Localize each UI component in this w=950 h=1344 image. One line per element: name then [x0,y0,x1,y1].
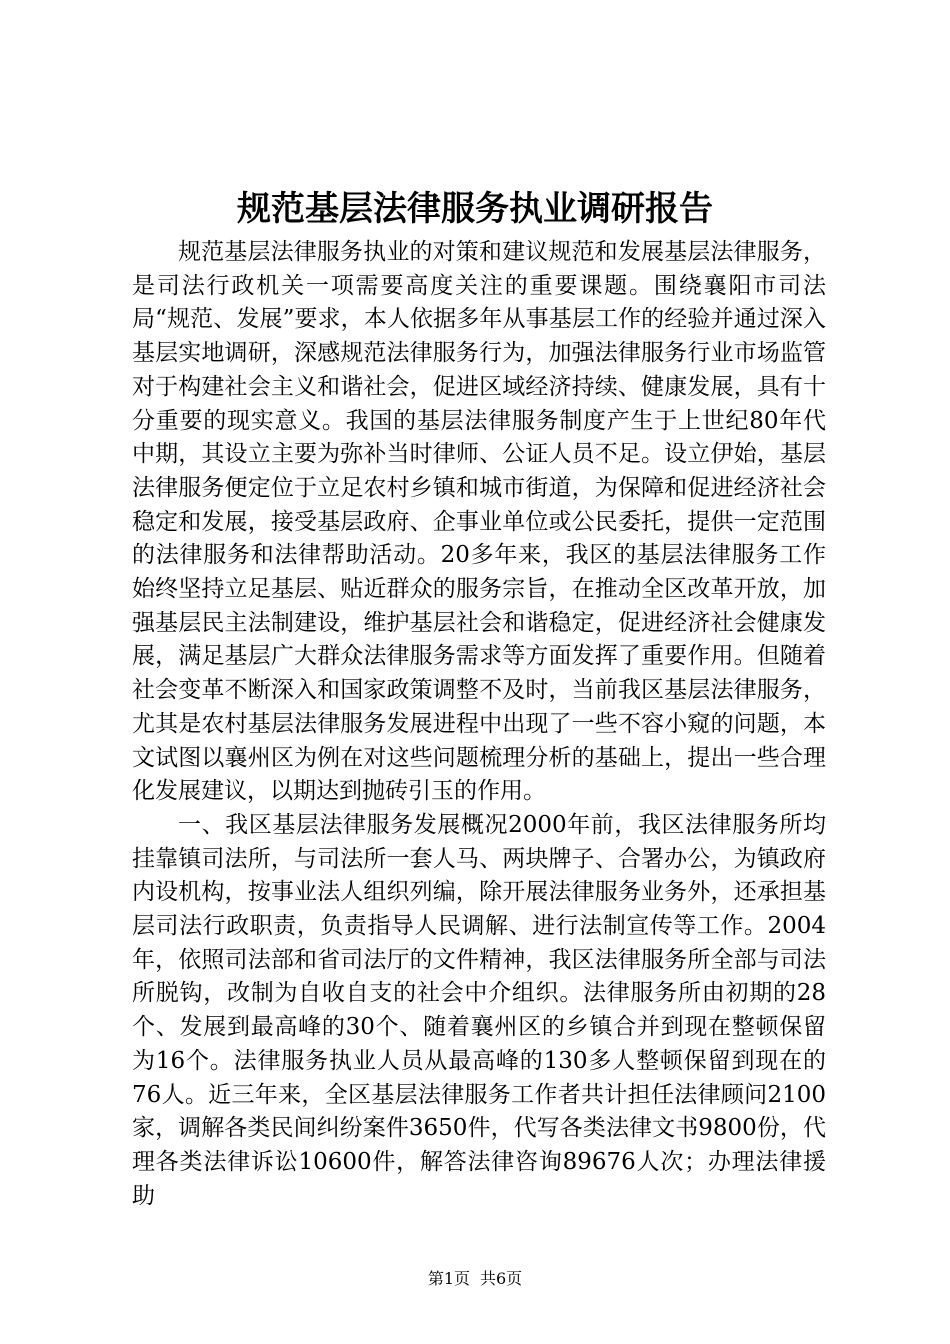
paragraph-2: 一、我区基层法律服务发展概况2000年前，我区法律服务所均挂靠镇司法所，与司法所一套人马、两块牌子、合署办公，为镇政府内设机构，按事业法人组织列编，除开展法律服务业务外，还承担基层司法行政职责，负责指导人民调解、进行法制宣传等工作。2004年，依照司法部和省司法厅的文件精神，我区法律服务所全部与司法所脱钩，改制为自收自支的社会中介组织。法律服务所由初期的28个、发展到最高峰的30个、随着襄州区的乡镇合并到现在整顿保留为16个。法律服务执业人员从最高峰的130多人整顿保留到现在的76人。近三年来，全区基层法律服务工作者共计担任法律顾问2100家，调解各类民间纠纷案件3650件，代写各类法律文书9800份，代理各类法律诉讼10600件，解答法律咨询89676人次；办理法律援助 [132,811,826,1209]
paragraph-1: 规范基层法律服务执业的对策和建议规范和发展基层法律服务，是司法行政机关一项需要高度关注的重要课题。围绕襄阳市司法局“规范、发展”要求，本人依据多年从事基层工作的经验并通过深入基层实地调研，深感规范法律服务行为，加强法律服务行业市场监管对于构建社会主义和谐社会，促进区域经济持续、健康发展，具有十分重要的现实意义。我国的基层法律服务制度产生于上世纪80年代中期，其设立主要为弥补当时律师、公证人员不足。设立伊始，基层法律服务便定位于立足农村乡镇和城市街道，为保障和促进经济社会稳定和发展，接受基层政府、企事业单位或公民委托，提供一定范围的法律服务和法律帮助活动。20多年来，我区的基层法律服务工作始终坚持立足基层、贴近群众的服务宗旨，在推动全区改革开放，加强基层民主法制建设，维护基层社会和谐稳定，促进经济社会健康发展，满足基层广大群众法律服务需求等方面发挥了重要作用。但随着社会变革不断深入和国家政策调整不及时，当前我区基层法律服务，尤其是农村基层法律服务发展进程中出现了一些不容小窥的问题，本文试图以襄州区为例在对这些问题梳理分析的基础上，提出一些合理化发展建议，以期达到抛砖引玉的作用。 [132,239,826,805]
page-number: 第1页 [427,1269,470,1288]
page-footer [0,1268,950,1290]
document-title: 规范基层法律服务执业调研报告 [237,189,713,229]
document-body [132,236,826,1213]
page-total: 共6页 [480,1269,523,1288]
